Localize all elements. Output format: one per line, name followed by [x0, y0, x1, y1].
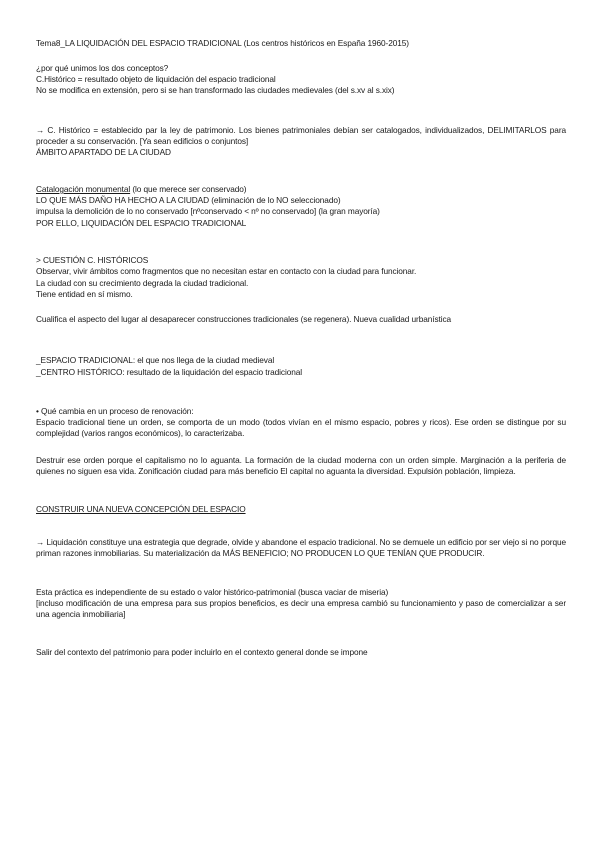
intro-note: No se modifica en extensión, pero si se han transformado las ciudades medievales (del s.xv al s.xix) — [36, 85, 395, 95]
catalogacion-heading-rest: (lo que merece ser conservado) — [130, 184, 247, 194]
cuestion-line-4: Cualifica el aspecto del lugar al desaparecer construcciones tradicionales (se regenera). Nueva cualidad urbanística — [36, 314, 452, 324]
catalogacion-heading — [36, 184, 566, 195]
cuestion-line-3: Tiene entidad en sí mismo. — [36, 289, 133, 299]
catalogacion-heading-underlined: Catalogación monumental — [36, 184, 131, 194]
patrimonio-ambito: ÁMBITO APARTADO DE LA CIUDAD — [36, 147, 171, 157]
renovacion-paragraph-2: Destruir ese orden porque el capitalismo no lo aguanta. La formación de la ciudad moderna con un orden simple. Marginación a la periferia de quienes no siguen esa vida. Zonificación ciudad para más beneficio El capital no aguanta la diversidad. Expulsión población, limpieza. — [36, 455, 566, 476]
cuestion-line-2: La ciudad con su crecimiento degrada la ciudad tradicional. — [36, 278, 249, 288]
cuestion-line-1: Observar, vivir ámbitos como fragmentos que no necesitan estar en contacto con la ciudad para funcionar. — [36, 266, 417, 276]
construir-paragraph-1: → Liquidación constituye una estrategia que degrade, olvide y abandone el espacio tradicional. No se demuele un edificio por ser viejo si no porque priman razones inmobiliarias. Su materialización da MÁS BENEFICIO; NO PRODUCEN LO QUE TENÍAN QUE PRODUCIR. — [36, 537, 566, 558]
document-title: Tema8_LA LIQUIDACIÓN DEL ESPACIO TRADICIONAL (Los centros históricos en España 1960-2015) — [36, 38, 409, 48]
def-espacio-tradicional: _ESPACIO TRADICIONAL: el que nos llega de la ciudad medieval — [36, 355, 275, 365]
patrimonio-paragraph: → C. Histórico = establecido par la ley de patrimonio. Los bienes patrimoniales debían ser catalogados, individualizados, DELIMITARLOS para proceder a su conservación. [Ya sean edificios o conjuntos] — [36, 125, 566, 146]
catalogacion-line-2: LO QUE MÁS DAÑO HA HECHO A LA CIUDAD (eliminación de lo NO seleccionado) — [36, 195, 341, 205]
renovacion-heading: • Qué cambia en un proceso de renovación: — [36, 406, 194, 416]
construir-paragraph-3: Salir del contexto del patrimonio para poder incluirlo en el contexto general donde se impone — [36, 647, 368, 657]
cuestion-heading: > CUESTIÓN C. HISTÓRICOS — [36, 255, 149, 265]
catalogacion-line-3: impulsa la demolición de lo no conservado [nºconservado < nº no conservado] (la gran mayoría) — [36, 206, 380, 216]
def-centro-historico: _CENTRO HISTÓRICO: resultado de la liquidación del espacio tradicional — [36, 367, 302, 377]
intro-definition: C.Histórico = resultado objeto de liquidación del espacio tradicional — [36, 74, 276, 84]
construir-paragraph-2a: Esta práctica es independiente de su estado o valor histórico-patrimonial (busca vaciar de miseria) — [36, 587, 389, 597]
construir-paragraph-2b: [incluso modificación de una empresa para sus propios beneficios, es decir una empresa cambió su funcionamiento y paso de comercializar a ser una agencia inmobiliaria] — [36, 598, 566, 619]
construir-heading: CONSTRUIR UNA NUEVA CONCEPCIÓN DEL ESPACIO — [36, 504, 246, 514]
intro-question: ¿por qué unimos los dos conceptos? — [36, 63, 169, 73]
catalogacion-line-4: POR ELLO, LIQUIDACIÓN DEL ESPACIO TRADICIONAL — [36, 218, 247, 228]
renovacion-paragraph-1: Espacio tradicional tiene un orden, se comporta de un modo (todos vivían en el mismo espacio, pobres y ricos). Ese orden se distingue por su complejidad (varios rangos económicos), lo caracterizaba. — [36, 417, 566, 438]
